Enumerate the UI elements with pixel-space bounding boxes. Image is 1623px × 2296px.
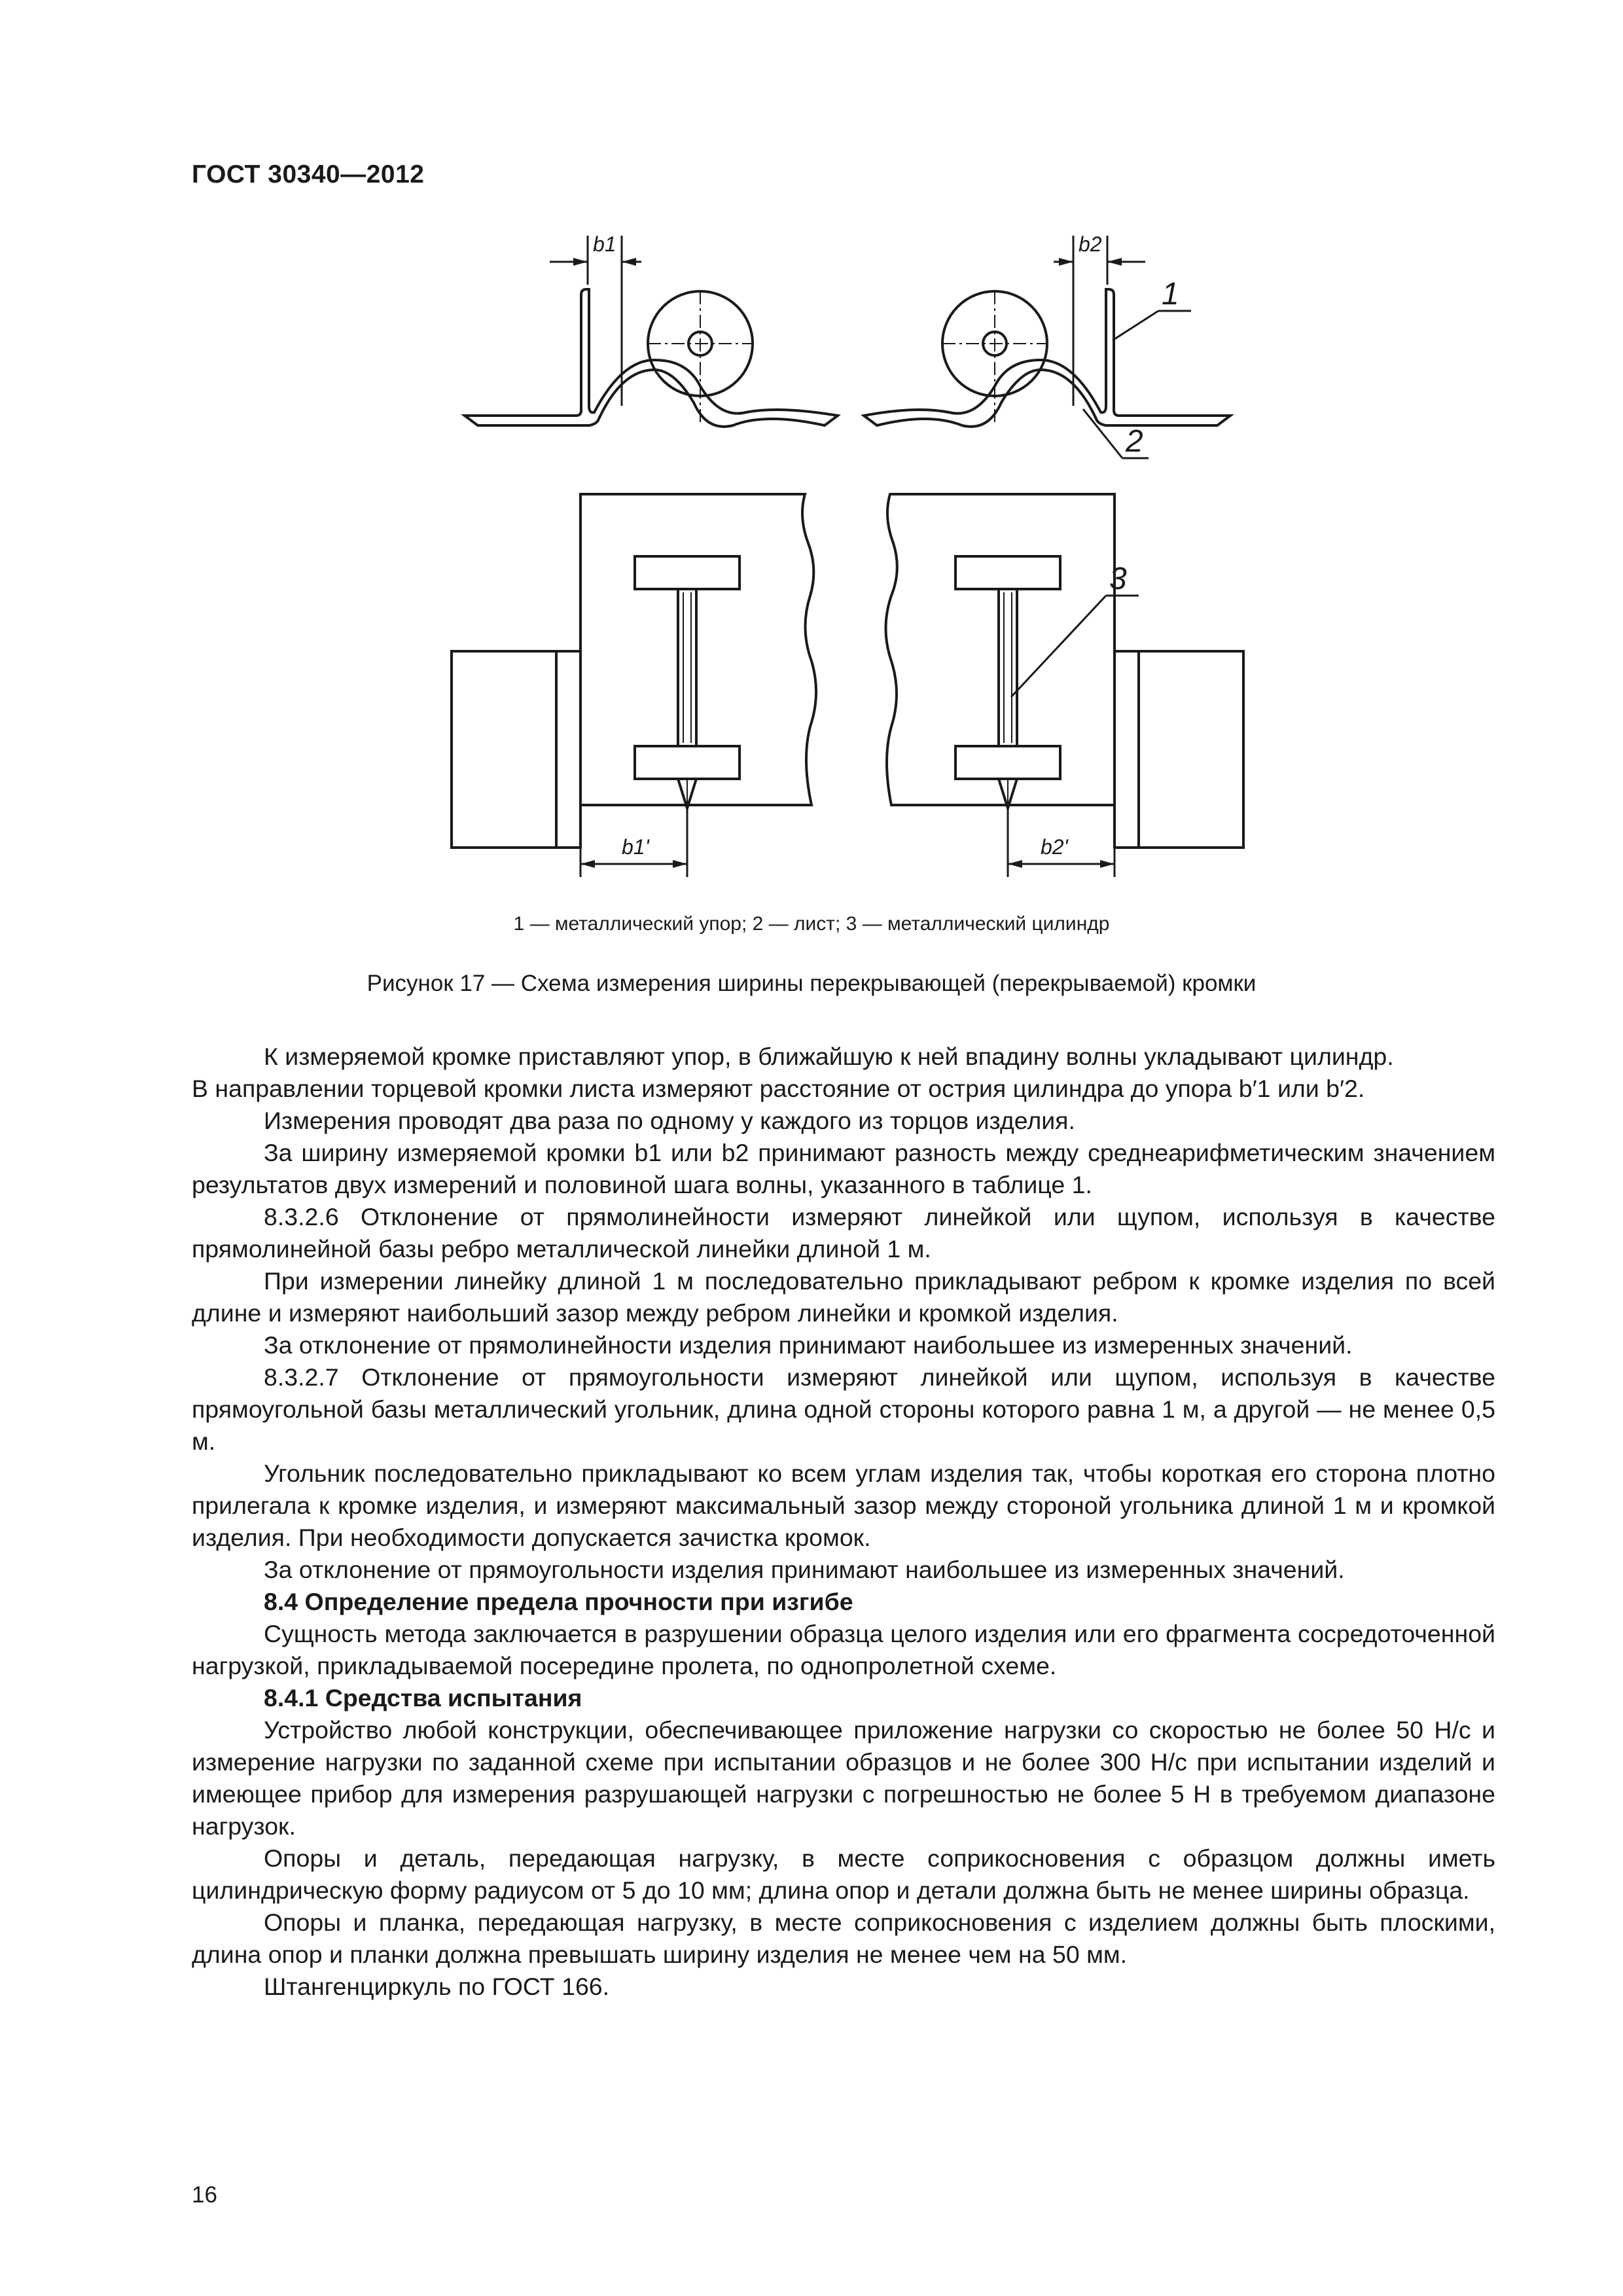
measurement-diagram: [425, 216, 1276, 910]
label-b1: b1: [593, 232, 616, 256]
paragraph: 8.3.2.7 Отклонение от прямоугольности измеряют линейкой или щупом, используя в качестве прямоугольной базы металлический угольник, длина одной стороны которого равна 1 м, а другой — не менее 0,5 м.: [192, 1363, 1495, 1455]
right-sheet-plan: [886, 494, 1115, 805]
paragraph: При измерении линейку длиной 1 м последовательно прикладывают ребром к кромке изделия по всей длине и измеряют наибольший зазор между ребром линейки и кромкой изделия.: [192, 1267, 1495, 1327]
label-b1-prime: b1': [622, 835, 649, 859]
paragraph: Опоры и деталь, передающая нагрузку, в месте соприкосновения с образцом должны иметь цилиндрическую форму радиусом от 5 до 10 мм; длина опор и детали должна быть не менее ширины образца.: [192, 1844, 1495, 1904]
page-number: 16: [192, 2182, 217, 2208]
paragraph: Измерения проводят два раза по одному у каждого из торцов изделия.: [264, 1107, 1075, 1134]
paragraph: За отклонение от прямоугольности изделия принимают наибольшее из измеренных значений.: [264, 1556, 1345, 1583]
paragraph: Опоры и планка, передающая нагрузку, в месте соприкосновения с изделием должны быть плоскими, длина опор и планки должна превышать ширину изделия не менее чем на 50 мм.: [192, 1909, 1495, 1968]
figure-legend: 1 — металлический упор; 2 — лист; 3 — металлический цилиндр: [513, 913, 1110, 935]
body-text: [192, 1041, 1495, 2003]
label-3: 3: [1109, 562, 1127, 596]
left-sheet-plan: [580, 494, 816, 805]
right-stop-block: [1115, 651, 1243, 848]
paragraph: 8.3.2.6 Отклонение от прямолинейности измеряют линейкой или щупом, используя в качестве прямолинейной базы ребро металлической линейки длиной 1 м.: [192, 1203, 1495, 1263]
paragraph: К измеряемой кромке приставляют упор, в ближайшую к ней впадину волны укладывают цилиндр.: [264, 1043, 1394, 1070]
paragraph: За ширину измеряемой кромки b1 или b2 принимают разность между среднеарифметическим значением результатов двух измерений и половиной шага волны, указанного в таблице 1.: [192, 1139, 1495, 1198]
section-heading-8-4: 8.4 Определение предела прочности при изгибе: [264, 1588, 853, 1615]
section-heading-8-4-1: 8.4.1 Средства испытания: [264, 1684, 582, 1712]
label-b2-prime: b2': [1041, 835, 1068, 859]
paragraph: За отклонение от прямолинейности изделия принимают наибольшее из измеренных значений.: [264, 1331, 1353, 1359]
paragraph: Штангенциркуль по ГОСТ 166.: [264, 1973, 610, 2000]
figure-17: [425, 216, 1276, 910]
label-b2: b2: [1079, 232, 1102, 256]
paragraph: Устройство любой конструкции, обеспечивающее приложение нагрузки со скоростью не более 50 Н/с и измерение нагрузки по заданной схеме при испытании образцов и не более 300 Н/с при испытании изделий и имеющее прибор для измерения разрушающей нагрузки с погрешностью не более 5 Н в требуемом диапазоне нагрузок.: [192, 1716, 1495, 1840]
standard-header: ГОСТ 30340—2012: [192, 160, 425, 188]
figure-caption: Рисунок 17 — Схема измерения ширины перекрывающей (перекрываемой) кромки: [366, 971, 1257, 996]
left-stop-block: [452, 651, 580, 848]
label-1: 1: [1162, 277, 1179, 312]
label-2: 2: [1126, 424, 1143, 459]
paragraph: Угольник последовательно прикладывают ко всем углам изделия так, чтобы короткая его сторона плотно прилегала к кромке изделия, и измеряют максимальный зазор между стороной угольника длиной 1 м и кромкой изделия. При необходимости допускается зачистка кромок.: [192, 1460, 1495, 1551]
paragraph: В направлении торцевой кромки листа измеряют расстояние от острия цилиндра до упора b′1 или b′2.: [192, 1075, 1365, 1102]
paragraph: Сущность метода заключается в разрушении образца целого изделия или его фрагмента сосредоточенной нагрузкой, прикладываемой посередине пролета, по однопролетной схеме.: [192, 1620, 1495, 1679]
